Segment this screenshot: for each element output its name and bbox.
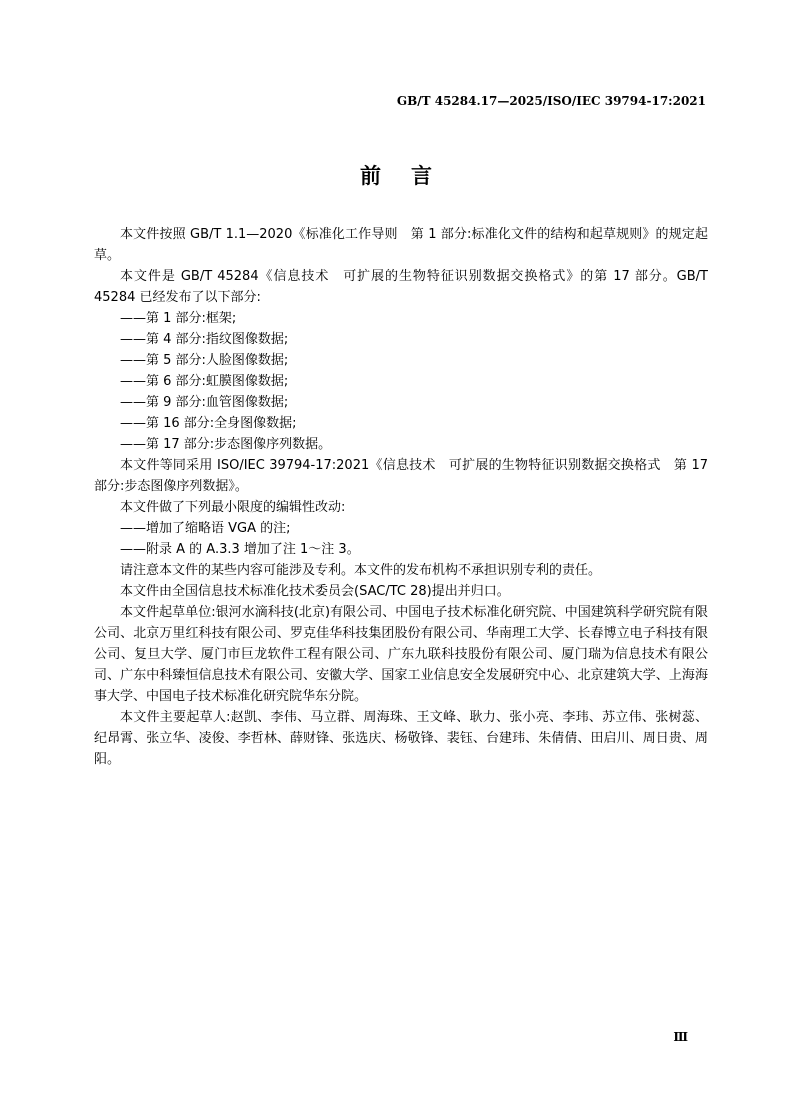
paragraph-drafting-rules: 本文件按照 GB/T 1.1—2020《标准化工作导则 第 1 部分:标准化文件的结构和起草规则》的规定起草。	[94, 227, 708, 263]
paragraph-committee: 本文件由全国信息技术标准化技术委员会(SAC/TC 28)提出并归口。	[120, 584, 510, 599]
list-item-part: ——第 6 部分:虹膜图像数据;	[120, 374, 289, 389]
paragraph-editorial-changes: 本文件做了下列最小限度的编辑性改动:	[120, 500, 346, 515]
paragraph-drafters: 本文件主要起草人:赵凯、李伟、马立群、周海珠、王文峰、耿力、张小亮、李玮、苏立伟、张树蕊、纪昂霄、张立华、凌俊、李哲林、薛财锋、张选庆、杨敬锋、裴钰、台建玮、朱倩倩、田启川、周日贵、周阳。	[94, 710, 708, 767]
paragraph-series-info: 本文件是 GB/T 45284《信息技术 可扩展的生物特征识别数据交换格式》的第 17 部分。GB/T 45284 已经发布了以下部分:	[94, 269, 708, 305]
list-item-part: ——第 4 部分:指纹图像数据;	[120, 332, 289, 347]
page-number: Ⅲ	[673, 1030, 688, 1044]
list-item-part: ——第 1 部分:框架;	[120, 311, 237, 326]
list-item-change: ——附录 A 的 A.3.3 增加了注 1～注 3。	[120, 542, 360, 557]
paragraph-adoption: 本文件等同采用 ISO/IEC 39794-17:2021《信息技术 可扩展的生物特征识别数据交换格式 第 17 部分:步态图像序列数据》。	[94, 458, 708, 494]
list-item-part: ——第 5 部分:人脸图像数据;	[120, 353, 289, 368]
standard-number: GB/T 45284.17—2025/ISO/IEC 39794-17:2021	[396, 94, 706, 108]
list-item-part: ——第 16 部分:全身图像数据;	[120, 416, 297, 431]
page-title: 前言	[360, 164, 462, 188]
list-item-part: ——第 17 部分:步态图像序列数据。	[120, 437, 332, 452]
preface-body	[94, 224, 708, 770]
paragraph-patent-notice: 请注意本文件的某些内容可能涉及专利。本文件的发布机构不承担识别专利的责任。	[120, 563, 602, 578]
paragraph-drafting-units: 本文件起草单位:银河水滴科技(北京)有限公司、中国电子技术标准化研究院、中国建筑科学研究院有限公司、北京万里红科技有限公司、罗克佳华科技集团股份有限公司、华南理工大学、长春博立电子科技有限公司、复旦大学、厦门市巨龙软件工程有限公司、广东九联科技股份有限公司、厦门瑞为信息技术有限公司、广东中科臻恒信息技术有限公司、安徽大学、国家工业信息安全发展研究中心、北京建筑大学、上海海事大学、中国电子技术标准化研究院华东分院。	[94, 605, 708, 704]
list-item-change: ——增加了缩略语 VGA 的注;	[120, 521, 291, 536]
list-item-part: ——第 9 部分:血管图像数据;	[120, 395, 289, 410]
